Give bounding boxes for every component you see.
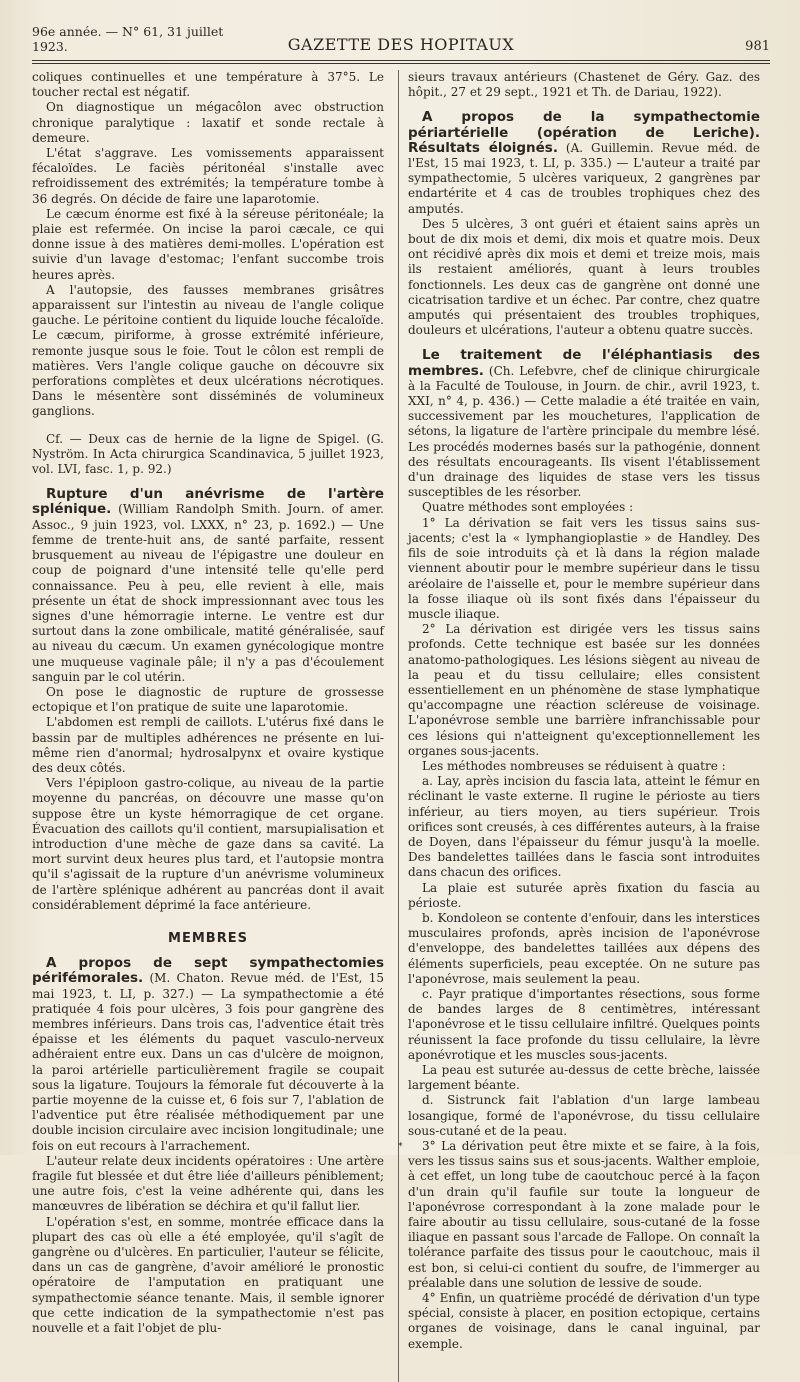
article-reference: (William Randolph Smith. Journ. of amer. Assoc., 9 juin 1923, vol. LXXX, n° 23, p. 1692.) — Une femme de trente-huit ans, de santé parfaite, ressent brusquement au niveau de l'épigastre une douleur en coup de poignard d'une intensité telle qu'elle perd connaissance. Peu à peu, elle revient à elle, mais présente un état de shock impressionnant avec tous les signes d'une hémorragie interne. Le ventre est dur surtout dans la zone ombilicale, matité généralisée, sauf au niveau du cæcum. Un examen gynécologique montre une muqueuse vaginale pâle; il n'y a pas d'écoulement sanguin par le col utérin. <box>32 502 384 684</box>
article-reference: (M. Chaton. Revue méd. de l'Est, 15 mai 1923, t. LI, p. 327.) — La sympathectomie a été pratiquée 4 fois pour ulcères, 3 fois pour gangrène des membres inférieurs. Dans trois cas, l'adventice était très épaisse et les éléments du paquet vasculo-nerveux adhéraient entre eux. Dans un cas d'ulcère de moignon, la paroi artérielle particulièrement fragile se coupait sous la ligature. Toujours la fémorale fut découverte à la partie moyenne de la cuisse et, 6 fois sur 7, l'ablation de l'adventice put être réalisée méthodiquement par une double incision circulaire avec incision longitudinale; une fois on eut recours à l'arrachement. <box>32 971 384 1153</box>
paragraph: Le cæcum énorme est fixé à la séreuse péritonéale; la plaie est refermée. On incise la paroi cæcale, ce qui donne issue à des matières demi-molles. L'opération est suivie d'un lavage d'estomac; l'enfant succombe trois heures après. <box>32 206 384 282</box>
paragraph: On diagnostique un mégacôlon avec obstruction chronique paralytique : laxatif et sonde rectale à demeure. <box>32 100 384 145</box>
paragraph: sieurs travaux antérieurs (Chastenet de Géry. Gaz. des hôpit., 27 et 29 sept., 1921 et Th. de Dariau, 1922). <box>408 70 760 100</box>
article-title: A propos de la sympathectomie périartérielle (opération de Leriche). Résultats éloignés. <box>408 109 760 156</box>
text-columns <box>32 70 770 1352</box>
paragraph: L'abdomen est rempli de caillots. L'utérus fixé dans le bassin par de multiples adhérences ne présente en lui-même rien d'anormal; hydrosalpynx et ovaire kystique des deux côtés. <box>32 715 384 775</box>
paragraph: 3° La dérivation peut être mixte et se faire, à la fois, vers les tissus sains sus et sous-jacents. Walther emploie, à cet effet, un long tube de caoutchouc percé à la façon d'un drain qu'il faufile sur toute la longueur de l'aponévrose correspondant à la zone malade pour le faire aboutir au tissu cellulaire, sous-cutané de la fosse iliaque en passant sous l'arcade de Fallope. On connaît la tolérance parfaite des tissus pour le caoutchouc, mais il est bon, si celui-ci contient du soufre, de l'immerger au préalable dans une solution de lessive de soude. <box>408 1139 760 1290</box>
article-title: Le traitement de l'éléphantiasis des membres. <box>408 347 760 379</box>
paragraph: Quatre méthodes sont employées : <box>422 500 634 515</box>
header-rule <box>32 60 770 61</box>
paragraph: L'état s'aggrave. Les vomissements apparaissent fécaloïdes. Le faciès péritonéal s'installe avec refroidissement des extrémités; la température tombe à 36 degrés. On décide de faire une laparotomie. <box>32 146 384 206</box>
paragraph: coliques continuelles et une température à 37°5. Le toucher rectal est négatif. <box>32 70 384 100</box>
article-sympathectomies <box>32 956 384 1336</box>
paragraph: c. Payr pratique d'importantes résections, sous forme de bandes larges de 8 centimètres, intéressant l'aponévrose et le tissu cellulaire infiltré. Quelques points réunissent la face profonde du tissu cellulaire, la lèvre aponévrotique et les muscles sous-jacents. <box>408 986 760 1062</box>
column-divider <box>398 70 399 1382</box>
left-column <box>32 70 394 1352</box>
paragraph: a. Lay, après incision du fascia lata, atteint le fémur en réclinant le vaste externe. Il rugine le périoste au tiers inférieur, au tiers moyen, au tiers supérieur. Trois orifices sont creusés, à ces différentes auteurs, à la fraise de Doyen, dans l'épaisseur du fémur jusqu'à la moelle. Des bandelettes taillées dans le fascia sont introduites dans chacun des orifices. <box>408 774 760 880</box>
running-header <box>32 24 770 54</box>
paragraph: L'opération s'est, en somme, montrée efficace dans la plupart des cas où elle a été employée, qu'il s'agît de gangrène ou d'ulcères. En particulier, l'auteur se félicite, dans un cas de gangrène, d'avoir amélioré le pronostic opératoire de l'amputation en pratiquant une sympathectomie séance tenante. Mais, il semble ignorer que cette indication de la sympathectomie n'est pas nouvelle et a fait l'objet de plu- <box>32 1214 384 1336</box>
article-title: A propos de sept sympathectomies périfémorales. <box>32 955 384 987</box>
paragraph: L'auteur relate deux incidents opératoires : Une artère fragile fut blessée et dut être liée d'ailleurs péniblement; une autre fois, c'est la veine adhérente qui, dans les manœuvres de libération se déchira et qu'il fallut lier. <box>32 1153 384 1214</box>
article-elephantiasis <box>408 348 760 1351</box>
paragraph: Vers l'épiploon gastro-colique, au niveau de la partie moyenne du pancréas, on découvre une masse qu'on suppose être un kyste hémorragique de cet organe. Évacuation des caillots qu'il contient, marsupialisation et introduction d'une mèche de gaze dans sa cavité. La mort survint deux heures plus tard, et l'autopsie montra qu'il s'agissait de la rupture d'un anévrisme volumineux de l'artère splénique adhérent au pancréas dont il avait considérablement déprimé la face antérieure. <box>32 776 384 912</box>
journal-title: GAZETTE DES HOPITAUX <box>287 35 515 54</box>
section-heading: MEMBRES <box>168 930 248 946</box>
paragraph: 4° Enfin, un quatrième procédé de dérivation d'un type spécial, consiste à placer, en position ectopique, certains organes de voisinage, dans le canal inguinal, par exemple. <box>408 1291 760 1351</box>
issue-info: 96e année. — N° 61, 31 juillet 1923. <box>32 24 224 54</box>
paragraph: Des 5 ulcères, 3 ont guéri et étaient sains après un bout de dix mois et demi, dix mois et quatre mois. Deux ont récidivé après dix mois et demi et treize mois, mais ils restaient améliorés, quant à leurs troubles fonctionnels. Les deux cas de gangrène ont donné une cicatrisation tardive et un échec. Par contre, chez quatre amputés qui présentaient des troubles trophiques, douleurs et ulcérations, l'auteur a obtenu quatre succès. <box>408 216 760 338</box>
cf-note: Cf. — Deux cas de hernie de la ligne de Spigel. (G. Nyström. In Acta chirurgica Scandinavica, 5 juillet 1923, vol. LVI, fasc. 1, p. 92.) <box>32 431 384 477</box>
paragraph: La plaie est suturée après fixation du fascia au périoste. <box>408 880 760 910</box>
right-column <box>394 70 760 1352</box>
article-reference: (A. Guillemin. Revue méd. de l'Est, 15 mai 1923, t. LI, p. 335.) — L'auteur a traité par sympathectomie, 5 ulcères variqueux, 2 gangrènes par endartérite et 4 cas de troubles trophiques chez des amputés. <box>408 140 760 216</box>
paragraph: A l'autopsie, des fausses membranes grisâtres apparaissent sur l'intestin au niveau de l'angle colique gauche. Le péritoine contient du liquide louche fécaloïde. Le cæcum, piriforme, à grosse extrémité inférieure, remonte jusque sous le foie. Tout le côlon est rempli de matières. Vers l'angle colique gauche on découvre six perforations complètes et deux ulcérations nécrotiques. Dans le mésentère sont disséminés de volumineux ganglions. <box>32 282 384 419</box>
paragraph: 2° La dérivation est dirigée vers les tissus sains profonds. Cette technique est basée sur les données anatomo-pathologiques. Les lésions siègent au niveau de la peau et du tissu cellulaire; elles consistent essentiellement en un phénomène de stase lymphatique qu'accompagne une réaction scléreuse de voisinage. L'aponévrose semble une barrière infranchissable pour ces lésions qui n'atteignent qu'exceptionnellement les organes sous-jacents. <box>408 622 760 758</box>
paragraph: La peau est suturée au-dessus de cette brèche, laissée largement béante. <box>408 1063 760 1093</box>
article-rupture <box>32 487 384 913</box>
paragraph: d. Sistrunck fait l'ablation d'un large lambeau losangique, formé de l'aponévrose, du tissu cellulaire sous-cutané et de la peau. <box>408 1093 760 1138</box>
paragraph: b. Kondoleon se contente d'enfouir, dans les interstices musculaires profonds, après incision de l'aponévrose d'enveloppe, des bandelettes taillées aux dépens des éléments superficiels, peau exceptée. On ne suture pas l'aponévrose, mais seulement la peau. <box>408 910 760 986</box>
paragraph: 1° La dérivation se fait vers les tissus sains sus-jacents; c'est la « lymphangioplastie » de Handley. Des fils de soie introduits çà et là dans la région malade viennent aboutir pour le membre supérieur dans le tissu aréolaire de l'aisselle et, pour le membre supérieur dans la fosse iliaque où ils sont fixés dans l'épaisseur du muscle iliaque. <box>408 515 760 621</box>
paragraph: Les méthodes nombreuses se réduisent à quatre : <box>422 758 726 773</box>
page-number: 981 <box>745 39 770 54</box>
header-rule-thin <box>32 63 770 64</box>
paragraph: On pose le diagnostic de rupture de grossesse ectopique et l'on pratique de suite une laparotomie. <box>32 684 384 715</box>
article-leriche <box>408 110 760 338</box>
footer-mark: * <box>398 1142 403 1152</box>
article-title: Rupture d'un anévrisme de l'artère splénique. <box>32 486 384 518</box>
article-reference: (Ch. Lefebvre, chef de clinique chirurgicale à la Faculté de Toulouse, in Journ. de chir., avril 1923, t. XXI, n° 4, p. 436.) — Cette maladie a été traitée en vain, successivement par les mouchetures, l'application de sétons, la ligature de l'artère principale du membre lésé. Les procédés modernes basés sur la pathogénie, donnent des résultats encourageants. Ils visent l'établissement d'un drainage des liquides de stase vers les tissus susceptibles de les résorber. <box>408 363 760 500</box>
